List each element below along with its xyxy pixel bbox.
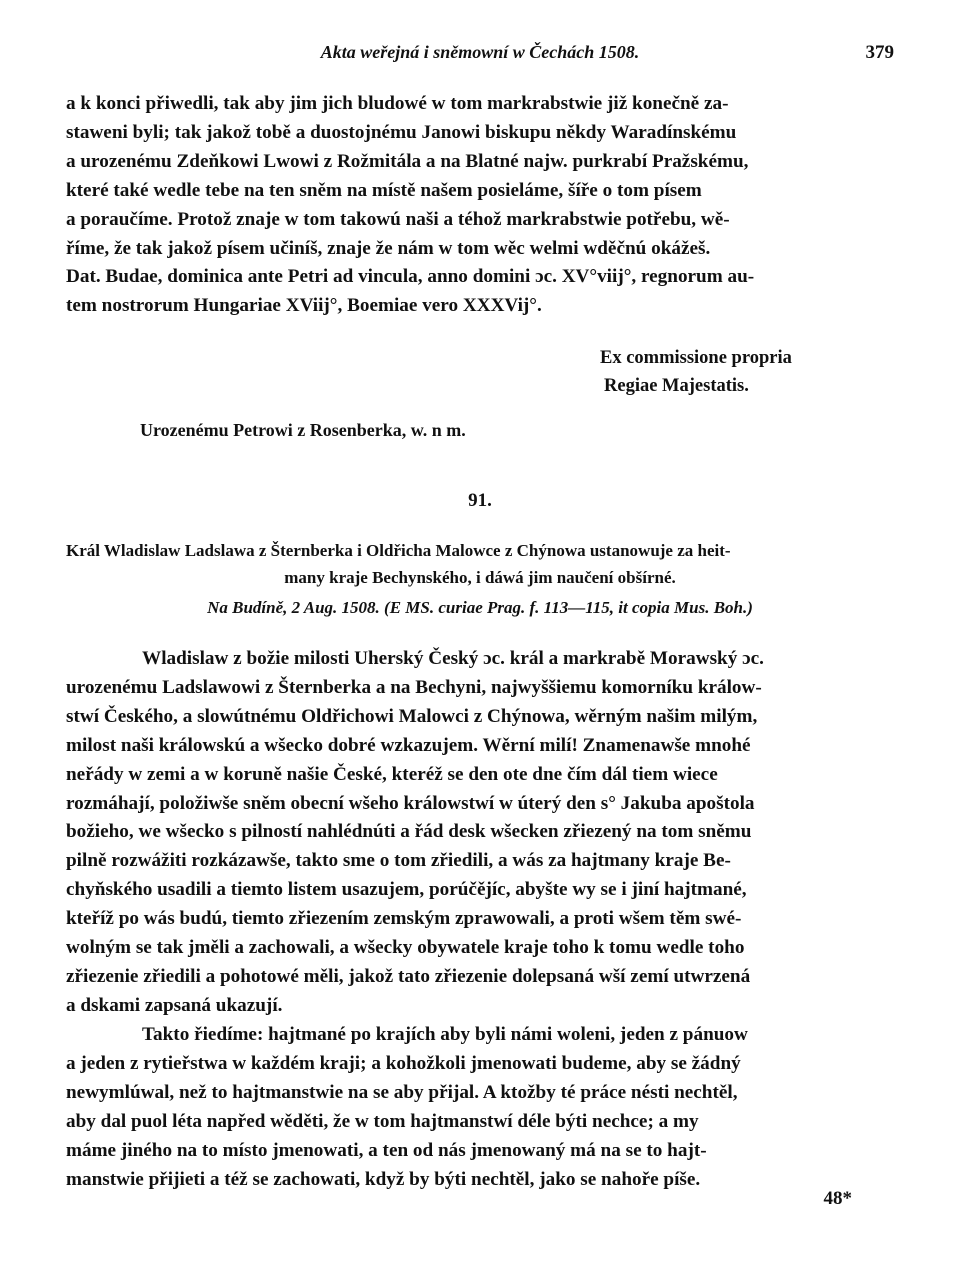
text-line: milost naši králowskú a wšecko dobré wzkazujem. Wěrní milí! Znamenawše mnohé xyxy=(66,734,751,756)
text-line: Wladislaw z božie milosti Uherský Český ɔc. král a markrabě Morawský ɔc. xyxy=(142,648,764,669)
text-line: a k konci přiwedli, tak aby jim jich bludowé w tom markrabstwie již konečně za- xyxy=(66,93,729,114)
text-line: manstwie přijieti a též se zachowati, když by býti nechtěl, jako se nahoře píše. xyxy=(66,1168,701,1190)
body-paragraph-2 xyxy=(66,1021,894,1194)
text-line: kteříž po wás budú, tiemto zřiezením zemským zprawowali, a proti wšem těm swé- xyxy=(66,908,742,930)
page-number: 379 xyxy=(865,42,894,63)
summary-line: many kraje Bechynského, i dáwá jim naučení obšírné. xyxy=(284,568,676,587)
letter-ending xyxy=(66,90,894,321)
text-line: Dat. Budae, dominica ante Petri ad vincula, anno domini ɔc. XV°viij°, regnorum au- xyxy=(66,266,755,288)
source-citation: Na Budíně, 2 Aug. 1508. (E MS. curiae Prag. f. 113—115, it copia Mus. Boh.) xyxy=(207,598,753,617)
text-line: zřiezenie zřiedili a pohotowé měli, jakož tato zřiezenie dolepsaná wší zemí utwrzená xyxy=(66,965,751,987)
summary-line: Král Wladislaw Ladslawa z Šternberka i Oldřicha Malowce z Chýnowa ustanowuje za heit- xyxy=(66,541,731,560)
text-line: a poraučíme. Protož znaje w tom takowú naši a téhož markrabstwie potřebu, wě- xyxy=(66,208,730,230)
document-summary xyxy=(66,537,894,591)
text-line: aby dal puol léta napřed wěděti, že w tom hajtmanstwí déle býti nechce; a my xyxy=(66,1110,699,1132)
text-line: božieho, we wšecko s pilností nahlédnúti a řád desk wšecken zřiezený na tom sněmu xyxy=(66,821,752,843)
address-line: Urozenému Petrowi z Rosenberka, w. n m. xyxy=(140,420,466,440)
text-line: newymlúwal, než to hajtmanstwie na se aby přijal. A ktožby té práce nésti nechtěl, xyxy=(66,1081,738,1103)
text-line: a dskami zapsaná ukazují. xyxy=(66,994,283,1016)
text-line: neřády w zemi a w koruně našie České, kteréž se den ote dne čím dál tiem wiece xyxy=(66,763,718,785)
running-title: Akta weřejná i sněmowní w Čechách 1508. xyxy=(320,42,640,62)
text-line: rozmáhají, položiwše sněm obecní wšeho králowstwí w úterý den s° Jakuba apoštola xyxy=(66,792,755,814)
document-number: 91. xyxy=(468,490,492,511)
body-paragraph-1 xyxy=(66,645,894,1021)
text-line: chyňského usadili a tiemto listem usazujem, porúčějíc, abyšte wy se i jiní hajtmané, xyxy=(66,879,747,901)
text-line: wolným se tak jměli a zachowali, a wšecky obywatele kraje toho k tomu wedle toho xyxy=(66,937,745,959)
text-line: které také wedle tebe na ten sněm na místě našem posieláme, šíře o tom písem xyxy=(66,179,702,201)
signature-mark: 48* xyxy=(823,1188,852,1209)
commission-note xyxy=(600,344,860,400)
text-line: a urozenému Zdeňkowi Lwowi z Rožmitála a na Blatné najw. purkrabí Pražskému, xyxy=(66,150,749,172)
text-line: staweni byli; tak jakož tobě a duostojnému Janowi biskupu někdy Waradínskému xyxy=(66,121,737,143)
commission-note-line: Regiae Majestatis. xyxy=(604,376,749,396)
text-line: tem nostrorum Hungariae XViij°, Boemiae vero XXXVij°. xyxy=(66,295,542,317)
text-line: Takto řiedíme: hajtmané po krajích aby byli námi woleni, jeden z pánuow xyxy=(142,1024,748,1045)
page-header xyxy=(66,42,894,72)
text-line: a jeden z rytieřstwa w každém kraji; a kohožkoli jmenowati budeme, aby se žádný xyxy=(66,1052,741,1074)
text-line: stwí Českého, a slowútnému Oldřichowi Malowci z Chýnowa, wěrným našim milým, xyxy=(66,705,758,727)
text-line: pilně rozwážiti rozkázawše, takto sme o tom zřiedili, a wás za hajtmany kraje Be- xyxy=(66,850,731,872)
text-line: říme, že tak jakož písem učiníš, znaje že nám w tom wěc welmi wděčnú okážeš. xyxy=(66,237,711,259)
commission-note-line: Ex commissione propria xyxy=(600,348,792,368)
text-line: urozenému Ladslawowi z Šternberka a na Bechyni, najwyššiemu komorníku králow- xyxy=(66,676,762,698)
text-line: máme jiného na to místo jmenowati, a ten od nás jmenowaný má na se to hajt- xyxy=(66,1139,707,1161)
